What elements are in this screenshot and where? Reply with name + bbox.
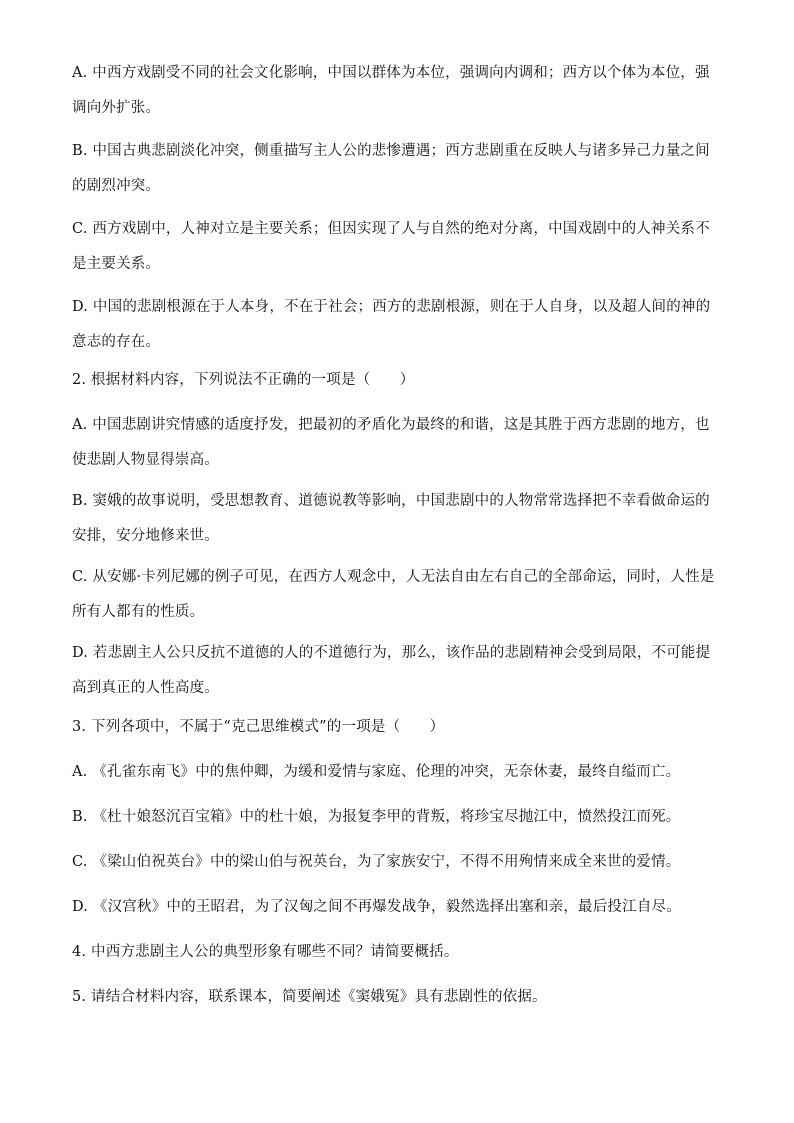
- q3-option-d: D. 《汉宫秋》中的王昭君，为了汉匈之间不再爆发战争，毅然选择出塞和亲，最后投江自尽。: [72, 899, 681, 915]
- q2-option-d: D. 若悲剧主人公只反抗不道德的人的不道德行为，那么，该作品的悲剧精神会受到局限，不可能提高到真正的人性高度。: [72, 645, 711, 696]
- q5-stem: 5. 请结合材料内容，联系课本，简要阐述《窦娥冤》具有悲剧性的依据。: [72, 989, 547, 1005]
- q2-option-a: A. 中国悲剧讲究情感的适度抒发，把最初的矛盾化为最终的和谐，这是其胜于西方悲剧的地方，也使悲剧人物显得崇高。: [72, 417, 710, 468]
- q1-option-c: C. 西方戏剧中，人神对立是主要关系；但因实现了人与自然的绝对分离，中国戏剧中的人神关系不是主要关系。: [72, 221, 710, 272]
- q1-option-d: D. 中国的悲剧根源在于人本身，不在于社会；西方的悲剧根源，则在于人自身，以及超人间的神的意志的存在。: [72, 299, 711, 350]
- q4-stem: 4. 中西方悲剧主人公的典型形象有哪些不同？请简要概括。: [72, 944, 459, 960]
- q1-option-b: B. 中国古典悲剧淡化冲突，侧重描写主人公的悲惨遭遇；西方悲剧重在反映人与诸多异己力量之间的剧烈冲突。: [72, 143, 710, 194]
- q2-option-b: B. 窦娥的故事说明，受思想教育、道德说教等影响，中国悲剧中的人物常常选择把不幸看做命运的安排，安分地修来世。: [72, 493, 710, 544]
- q2-option-c: C. 从安娜·卡列尼娜的例子可见，在西方人观念中，人无法自由左右自己的全部命运，同时，人性是所有人都有的性质。: [72, 569, 715, 620]
- q3-option-a: A. 《孔雀东南飞》中的焦仲卿，为缓和爱情与家庭、伦理的冲突，无奈休妻，最终自缢而亡。: [72, 764, 681, 780]
- q2-stem: 2. 根据材料内容，下列说法不正确的一项是（ ）: [72, 372, 415, 388]
- q3-option-b: B. 《杜十娘怒沉百宝箱》中的杜十娘，为报复李甲的背叛，将珍宝尽抛江中，愤然投江而死。: [72, 809, 681, 825]
- q3-stem: 3. 下列各项中，不属于“克己思维模式”的一项是（ ）: [72, 719, 445, 735]
- q3-option-c: C. 《梁山伯祝英台》中的梁山伯与祝英台，为了家族安宁，不得不用殉情来成全来世的爱情。: [72, 854, 681, 870]
- q1-option-a: A. 中西方戏剧受不同的社会文化影响，中国以群体为本位，强调向内调和；西方以个体为本位，强调向外扩张。: [72, 65, 710, 116]
